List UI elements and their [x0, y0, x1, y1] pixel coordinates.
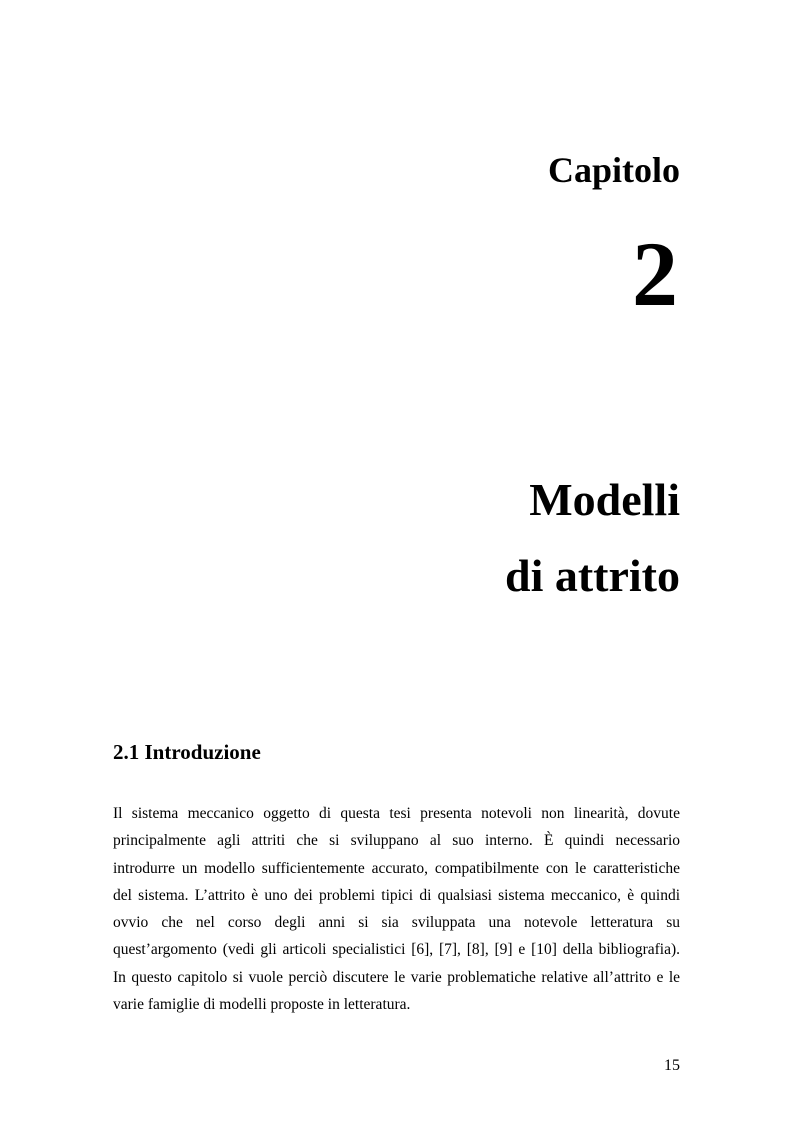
page-number: 15 — [664, 1057, 680, 1074]
chapter-label: Capitolo — [547, 150, 680, 190]
paragraph-line: quest’argomento (vedi gli articoli specialistici [6], [7], [8], [9] e [10] della bibliografia). — [113, 941, 680, 959]
chapter-title-line-1: Modelli — [529, 474, 680, 525]
chapter-title-line-2: di attrito — [504, 550, 680, 601]
paragraph-line: introdurre un modello sufficientemente accurato, compatibilmente con le caratteristiche — [113, 859, 680, 877]
chapter-title — [505, 462, 680, 614]
paragraph-line: In questo capitolo si vuole perciò discutere le varie problematiche relative all’attrito e le — [113, 968, 680, 986]
paragraph-line: ovvio che nel corso degli anni si sia sviluppata una notevole letteratura su — [113, 914, 680, 932]
paragraph-line: varie famiglie di modelli proposte in letteratura. — [113, 996, 411, 1014]
paragraph-line: principalmente agli attriti che si sviluppano al suo interno. È quindi necessario — [113, 832, 680, 850]
introduction-paragraph — [113, 800, 680, 1018]
paragraph-line: Il sistema meccanico oggetto di questa tesi presenta notevoli non linearità, dovute — [113, 805, 680, 822]
chapter-number: 2 — [632, 223, 678, 325]
paragraph-line: del sistema. L’attrito è uno dei problemi tipici di qualsiasi sistema meccanico, è quindi — [113, 886, 680, 904]
section-heading: 2.1 Introduzione — [113, 740, 261, 764]
